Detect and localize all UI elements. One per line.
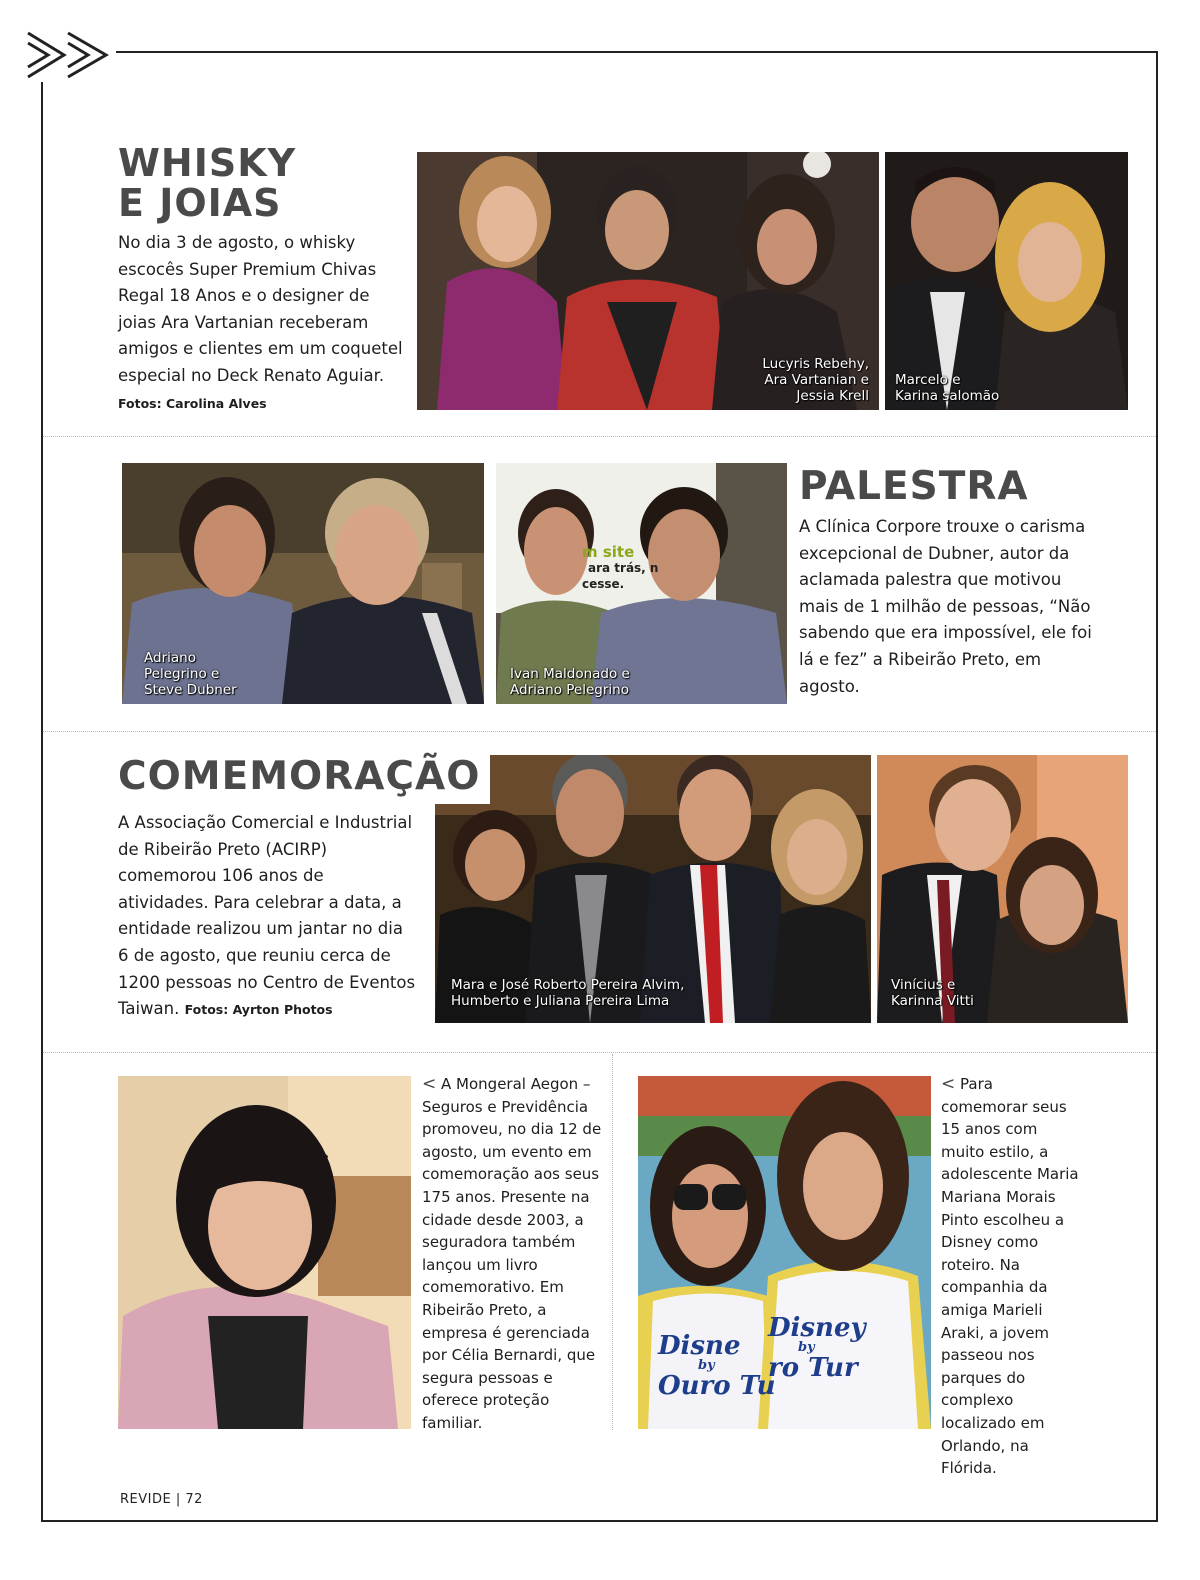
section-title-comemoracao: COMEMORAÇÃO (108, 750, 490, 804)
caption-line: Pelegrino e (144, 666, 220, 682)
photo-whisky-couple (885, 152, 1128, 410)
page-number: 72 (185, 1492, 203, 1507)
arrow-left-icon: < (422, 1074, 437, 1094)
shirt-text: by (698, 1358, 715, 1373)
shirt-text: Disne (658, 1331, 741, 1361)
comemoracao-body (118, 810, 418, 1024)
photo-caption (895, 372, 999, 404)
photo-caption (144, 650, 237, 698)
banner-text: cesse. (582, 577, 625, 591)
shirt-print (768, 1313, 866, 1383)
photo-credit: Fotos: Ayrton Photos (184, 1002, 333, 1018)
caption-line: Adriano (144, 650, 196, 666)
photo-palestra-duo (122, 463, 484, 704)
magazine-name: REVIDE (120, 1492, 172, 1507)
section-divider (43, 731, 1156, 732)
photo-mongeral-portrait (118, 1076, 411, 1429)
shirt-text: ro Tur (768, 1353, 858, 1383)
caption-line: Lucyris Rebehy, (762, 356, 869, 372)
shirt-text: Ouro Tu (658, 1371, 776, 1401)
double-chevron-right-icon (24, 28, 114, 82)
caption-line: Ivan Maldonado e (510, 666, 630, 682)
caption-line: Humberto e Juliana Pereira Lima (451, 993, 670, 1009)
shirt-text: by (798, 1340, 815, 1355)
palestra-body: A Clínica Corpore trouxe o carisma excepcional de Dubner, autor da aclamada palestra que motivou mais de 1 milhão de pessoas, “Não sabendo que era impossível, ele foi lá e fez” a Ribeirão Preto, em agosto. (799, 517, 1092, 696)
mongeral-body: A Mongeral Aegon – Seguros e Previdência promoveu, no dia 12 de agosto, um evento em comemoração aos seus 175 anos. Presente na cidade desde 2003, a seguradora também lançou um livro comemorativo. Em Ribeirão Preto, a empresa é gerenciada por Célia Bernardi, que segura pessoas e oferece proteção familiar. (422, 1075, 602, 1432)
section-divider (43, 1052, 1156, 1053)
shirt-text: Disney (768, 1313, 866, 1343)
title-line: WHISKY (118, 141, 297, 185)
photo-caption (762, 356, 869, 404)
caption-line: Ara Vartanian e (764, 372, 869, 388)
photo-disney-friends (638, 1076, 931, 1429)
arrow-left-icon: < (941, 1074, 956, 1094)
mongeral-text (422, 1073, 607, 1435)
section-divider (43, 436, 1156, 437)
photo-whisky-group (417, 152, 879, 410)
photo-caption (451, 977, 684, 1009)
footer-separator: | (175, 1492, 181, 1507)
shirt-print (658, 1331, 776, 1401)
whisky-body-text: No dia 3 de agosto, o whisky escocês Super Premium Chivas Regal 18 Anos e o designer de joias Ara Vartanian receberam amigos e clientes em um coquetel especial no Deck Renato Aguiar. (118, 233, 403, 385)
photo-comemoracao-couple (877, 755, 1128, 1023)
photo-palestra-ivan (496, 463, 787, 704)
photo-caption (891, 977, 974, 1009)
disney-text (941, 1073, 1081, 1480)
photo-caption (510, 666, 630, 698)
section-title-palestra: PALESTRA (799, 464, 1029, 509)
caption-line: Adriano Pelegrino (510, 682, 629, 698)
caption-line: Steve Dubner (144, 682, 237, 698)
column-divider (612, 1054, 613, 1430)
photo-comemoracao-group (435, 755, 871, 1023)
caption-line: Karina salomão (895, 388, 1000, 404)
caption-line: Karinna Vitti (891, 993, 974, 1009)
caption-line: Vinícius e (891, 977, 956, 993)
caption-line: Marcelo e (895, 372, 961, 388)
section-title-whisky (118, 143, 418, 223)
whisky-body (118, 230, 408, 417)
disney-body: Para comemorar seus 15 anos com muito estilo, a adolescente Maria Mariana Morais Pinto escolheu a Disney como roteiro. Na companhia da amiga Marieli Araki, a jovem passeou nos parques do complexo localizado em Orlando, na Flórida. (941, 1075, 1079, 1478)
banner-text: ara trás, n (588, 561, 659, 575)
caption-line: Mara e José Roberto Pereira Alvim, (451, 977, 685, 993)
photo-credit: Fotos: Carolina Alves (118, 395, 267, 411)
caption-line: Jessia Krell (796, 388, 869, 404)
page-footer (120, 1492, 203, 1507)
comemoracao-body-text: A Associação Comercial e Industrial de Ribeirão Preto (ACIRP) comemorou 106 anos de atividades. Para celebrar a data, a entidade realizou um jantar no dia 6 de agosto, que reuniu cerca de 1200 pessoas no Centro de Eventos Taiwan. (118, 813, 416, 1019)
title-line: E JOIAS (118, 181, 282, 225)
banner-text: m site (582, 543, 635, 561)
